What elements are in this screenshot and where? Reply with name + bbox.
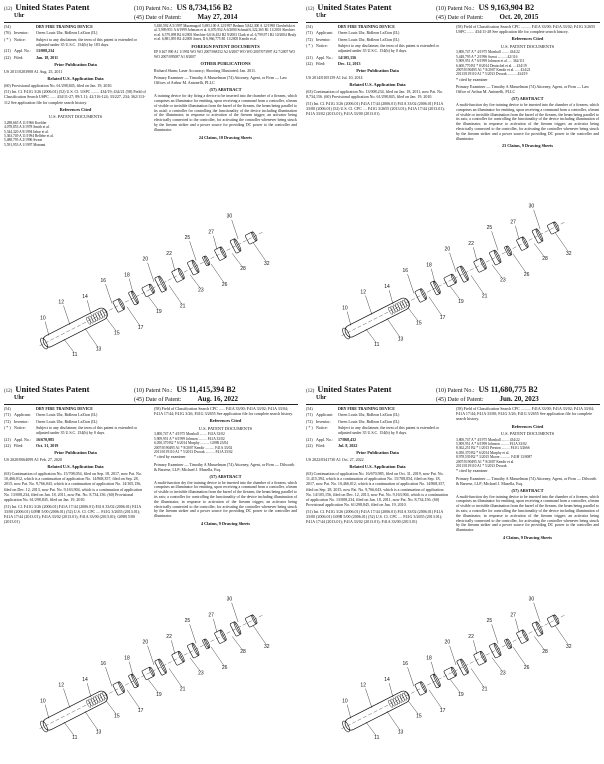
reference-numeral: 26 <box>221 665 228 672</box>
leader-line <box>513 646 526 668</box>
reference-row: 5,448,795 A * 2/1996 Sweat .......... 42/116 <box>456 54 518 59</box>
reference-numeral: 23 <box>500 670 506 677</box>
reference-numeral: 28 <box>240 649 246 656</box>
reference-numeral: 22 <box>468 634 474 641</box>
reference-numeral: 19 <box>156 692 162 699</box>
reference-numeral: 17 <box>137 325 144 332</box>
patent-date-label: Date of Patent: <box>447 15 484 21</box>
reference-numeral: 17 <box>137 708 144 715</box>
reference-numeral: 21 <box>481 686 488 693</box>
device-component <box>473 258 486 272</box>
reference-numeral: 15 <box>114 713 120 720</box>
leader-line <box>387 710 400 732</box>
claims-summary: 4 Claims, 9 Drawing Sheets <box>503 535 552 541</box>
field-row: (54) DRY FIRE TRAINING DEVICE <box>306 24 395 29</box>
reference-numeral: 12 <box>58 682 64 689</box>
search-field: (58) Field of Classification Search CPC ...... F41A 33/00; F41A 33/02; F41A 33/04; F41A 17/44; F41G 3/26; F41G 3/2655 See application file for complete search history. <box>154 406 293 417</box>
reference-numeral: 17 <box>439 315 446 322</box>
reference-numeral: 16 <box>100 277 107 284</box>
references-heading: References Cited <box>209 418 242 424</box>
patent-date: May 27, 2014 <box>197 13 238 21</box>
reference-row: 5,488,795 A 2/1996 Sweat <box>4 138 43 143</box>
field-row: (22) Filed: Jul. 8, 2022 <box>306 443 358 449</box>
field-row: (54) DRY FIRE TRAINING DEVICE <box>306 406 395 411</box>
reference-row: 6,050,370 B2 * 6/2014 Murphy et al. <box>456 450 510 455</box>
reference-numeral: 10 <box>342 698 348 705</box>
reference-numeral: 16 <box>100 660 107 667</box>
leader-line <box>429 269 438 283</box>
axis-line <box>342 612 565 728</box>
field-row: (72) Inventor: Orren Louis Uhr, Ridleon LeZion (IL) <box>306 418 400 424</box>
reference-numeral: 23 <box>500 277 506 284</box>
prior-publication: US 2020/0064099 A1 Feb. 27, 2020 <box>4 457 62 463</box>
classification-text: (51) Int. Cl. F41G 3/26 (2006.01) (52) U.S. Cl. USPC ........ 434/19; 434/21 (58) Field of Classification Search USPC ...... 434/11-27; 89/1.11; 42/116-124; 33/227, 234; 362/113-112 See application file for complete search history. <box>4 89 146 105</box>
prior-publication-heading: Prior Publication Data <box>54 450 97 456</box>
leader-line <box>253 241 266 263</box>
leader-line <box>429 295 442 317</box>
reference-numeral: 13 <box>397 729 404 736</box>
classification-text: (51) Int. Cl. F41G 3/26 (2006.01) F41A 17/44 (2006.01) F41A 33/02 (2006.01) F41A 33/00 (2006.01) G09B 5/00 (2006.01) (52) U.S. Cl. CPC .... F41G 3/2655 (2013.01); F41A 17/44 (2013.01); F41A 33/02 (2013.01); F41A 33/00 (2013.01); G09B 5/00 (2013.01) <box>4 503 142 525</box>
related-data-heading: Related U.S. Application Data <box>47 75 104 81</box>
cartridge-body <box>343 296 411 338</box>
leader-line <box>187 624 199 643</box>
reference-numeral: 30 <box>528 203 535 210</box>
reference-numeral: 23 <box>198 287 204 294</box>
patent-header: (12) United States Patent Uhr (10) Patent No.: US 9,163,904 B2 (45) Date of Patent: Oct. 20, 2015 <box>306 2 600 23</box>
reference-numeral: 22 <box>166 634 172 641</box>
abstract-heading: (57) ABSTRACT <box>511 96 544 102</box>
references-subheading: U.S. PATENT DOCUMENTS <box>500 43 555 49</box>
field-row: (76) Inventor: Orren Louis Uhr, Ridleon LeZion (IL) <box>4 30 98 36</box>
prior-publication: US 2014/0105159 A1 Jul. 10, 2014 <box>306 75 363 81</box>
reference-numeral: 13 <box>95 729 102 736</box>
patent-number: US 9,163,904 B2 <box>478 3 535 12</box>
left-column <box>4 24 147 147</box>
reference-numeral: 26 <box>523 665 530 672</box>
related-data-heading: Related U.S. Application Data <box>349 82 406 88</box>
claims-summary: 23 Claims, 9 Drawing Sheets <box>501 143 554 149</box>
device-assembly <box>25 203 278 376</box>
leader-line <box>229 603 241 622</box>
reference-numeral: 12 <box>360 682 366 689</box>
reference-numeral: 18 <box>426 262 432 269</box>
patent-number-label: Patent No.: <box>145 6 173 12</box>
patent-date: Aug. 16, 2022 <box>197 395 238 403</box>
left-column <box>4 406 147 525</box>
related-data: (63) Continuation of application No. 13/008,234, filed on Jan. 18, 2011, now Pat. No. 8,734,156. (60) Provisional application No. 61/298,845, filed on Jan. 19, 2010. <box>306 88 444 100</box>
leader-line <box>211 646 224 668</box>
inventor-surname: Uhr <box>14 395 25 401</box>
reference-numeral: 12 <box>360 289 366 296</box>
classification-text: (51) Int. Cl. F41G 3/26 (2006.01) F41A 17/44 (2006.01) F41A 33/02 (2006.01) F41A 33/00 (2006.01) (52) U.S. Cl. CPC .... F41G 3/2655 (2013.01); F41A 17/44 (2013.01); F41A 33/02 (2013.01); F41A 33/00 (2013.01) <box>306 100 445 117</box>
right-column <box>154 24 297 140</box>
prior-publication-heading: Prior Publication Data <box>54 61 97 67</box>
patent-drawing <box>4 200 298 378</box>
reference-numeral: 27 <box>510 612 516 619</box>
examiner-line: Primary Examiner — Timothy A Musselman (74) Attorney, Agent, or Firm — Law Offices of Arthur M. Antonelli, PLLC <box>154 75 288 86</box>
reference-row: 5,344,320 A 9/1994 Inbar et al. <box>4 129 49 134</box>
reference-numeral: 19 <box>458 299 464 306</box>
abstract-text: A multi-function dry fire training device to be inserted into the chamber of a firearm, which comprises an illuminator for emitting, upon receiving a command from a controller, a beam of visible or invisible illumination from the barrel of the firearm, the beam being parallel to its axis; a controller for controlling the functionality of the device including illumination of the illuminator, in response to activation of the firearm trigger; an activator being electrically connected to the controller, for activating the controller whenever being struck by the firearm striker and a power source for providing DC power to the controller and illuminator. <box>154 480 297 519</box>
leader-line <box>229 220 241 239</box>
device-component <box>171 268 184 282</box>
reference-numeral: 16 <box>402 267 409 274</box>
reference-row: 5,909,951 A * 6/1999 Johnson ......... F41A 33/02 <box>456 441 527 446</box>
reference-row: 2007/0190495 A1 * 8/2007 Kendir et al. ..... 434/21 <box>456 67 531 72</box>
reference-row: 4,078,853 A 3/1978 Smith et al. <box>4 125 50 130</box>
leader-line <box>531 210 543 229</box>
leader-line <box>61 306 73 325</box>
references-heading: References Cited <box>59 106 92 112</box>
reference-numeral: 14 <box>82 293 88 300</box>
field-row: ( * ) Notice: Subject to any disclaimer, the term of this patent is extended or adjusted under 35 U.S.C. 154(b) by 0 days. <box>4 425 137 436</box>
cited-note: * cited by examiner <box>154 454 186 460</box>
reference-row: 5,909,951 A * 6/1999 Johnson et al. .... 362/111 <box>456 59 525 64</box>
cited-note: * cited by examiner <box>456 76 488 82</box>
other-publications: Richard Sham; Laser Accuracy; Shooting Illustrated; Jan. 2011. <box>154 67 256 73</box>
field-row: (22) Filed: Oct. 31, 2019 <box>4 443 59 449</box>
leader-line <box>211 263 224 285</box>
device-illustration <box>4 200 298 378</box>
reference-numeral: 30 <box>528 596 535 603</box>
reference-numeral: 16 <box>402 660 409 667</box>
examiner-line: Primary Examiner — Timothy A Musselman (74) Attorney, Agent, or Firm — Law Office of Arthur M. Antonelli, PLLC <box>456 83 590 95</box>
leader-line <box>489 624 501 643</box>
reference-numeral: 13 <box>95 346 102 353</box>
reference-numeral: 20 <box>444 246 451 253</box>
field-row: ( * ) Notice: Subject to any disclaimer, the term of this patent is extended or adjusted under 35 U.S.C. 154(b) by 0 days. <box>306 425 439 436</box>
claims-summary: 4 Claims, 9 Drawing Sheets <box>201 521 250 527</box>
reference-numeral: 28 <box>240 266 246 273</box>
patent-page-3 <box>4 384 298 762</box>
patent-header: (12) United States Patent Uhr (10) Patent No.: US 11,415,394 B2 (45) Date of Patent: Aug. 16, 2022 <box>4 384 298 405</box>
leader-line <box>363 296 375 315</box>
device-assembly <box>25 586 278 759</box>
axis-line <box>40 229 263 345</box>
reference-numeral: 28 <box>542 256 548 263</box>
related-data-heading: Related U.S. Application Data <box>47 464 104 470</box>
device-illustration <box>306 180 600 378</box>
reference-numeral: 12 <box>58 299 64 306</box>
foreign-references: EP 0 467 090 A1 1/1992 WO WO 2007/068152 A2 6/2007 WO WO 2007/073997 A2 7/2007 WO WO 2007/095087 A1 8/2007 <box>154 50 296 59</box>
patent-page-4 <box>306 384 600 762</box>
foreign-heading: FOREIGN PATENT DOCUMENTS <box>191 43 260 49</box>
patent-title: United States Patent <box>317 384 392 394</box>
device-component <box>489 250 501 265</box>
related-data: (60) Provisional application No. 61/298,845, filed on Jan. 19, 2010. <box>4 82 113 88</box>
reference-numeral: 10 <box>342 305 348 312</box>
related-data: (63) Continuation of application No. 16/670,985, filed on Oct. 31, 2019, now Pat. No. 11,415,394, which is a continuation of application No. 15/708,054, filed on Sep. 18, 2017, now Pat. No. 10,466,012, which is a continuation of application No. 14/868,357, filed on Sep. 28, 2015, now Pat. No. 9,766,043, which is a continuation of application No. 14/105,156, filed on Dec. 12, 2013, now Pat. No. 9,163,904, which is a continuation of application No. 13/008,234, filed on Jan. 18, 2011, now Pat. No. 8,734,156. (60) Provisional application No. 61/298,845, filed on Jan. 19, 2010. <box>306 470 448 508</box>
patent-date-label: Date of Patent: <box>145 397 182 403</box>
field-row: (22) Filed: Jan. 18, 2011 <box>4 54 59 60</box>
reference-numeral: 23 <box>198 670 204 677</box>
related-data-heading: Related U.S. Application Data <box>349 464 406 470</box>
abstract-text: A multi-function dry fire training device to be inserted into the chamber of a firearm, which comprises an illuminator for emitting, upon receiving a command from a controller, a beam of visible or invisible illumination from the barrel of the firearm, the beam being parallel to its axis; a controller for controlling the functionality of the device including illumination of the illuminator, in response to activation of the firearm trigger; an activator being electrically connected to the controller, for activating the controller whenever being struck by the firearm striker and a power source for providing DC power to the controller and illuminator. <box>456 494 599 533</box>
reference-numeral: 19 <box>156 309 162 316</box>
reference-numeral: 19 <box>458 692 464 699</box>
reference-numeral: 18 <box>124 272 130 279</box>
patent-title: United States Patent <box>15 384 90 394</box>
field-row: (54) DRY FIRE TRAINING DEVICE <box>4 24 93 29</box>
abstract-heading: (57) ABSTRACT <box>511 487 544 493</box>
right-column <box>154 406 297 526</box>
abstract-text: A multi-function dry fire training device to be inserted into the chamber of a firearm, which comprises an illuminator for emitting, upon receiving a command from a controller, a beam of visible or invisible illumination from the barrel of the firearm, the beam being parallel to its axis; a controller for controlling the functionality of the device including illumination of the illuminator, in response to activation of the firearm trigger; an activator being electrically connected to the controller, for activating the controller whenever being struck by the firearm striker and a power source for providing DC power to the controller and illuminator. <box>456 103 599 141</box>
reference-numeral: 25 <box>486 618 493 625</box>
field-row: (71) Applicant: Orren Louis Uhr, Ridleon LeZion (IL) <box>4 412 98 418</box>
search-field: (58) Field of Classification Search CPC .......... F41A 33/00; F41A 33/02; F41A 33/04; F41A 17/44; F41A 33/00; F41G 3/26; F41G 3/2655 See application file for complete search history. <box>456 406 595 422</box>
device-component <box>171 651 184 665</box>
leader-line <box>531 603 543 622</box>
reference-row: 8,362,251 B2 * 1/2013 Preston ......... F41G 3/2666 <box>456 446 530 451</box>
leader-line <box>405 667 417 686</box>
reference-row: 3,800,747 A * 4/1975 Marshall ........ 434/22 <box>456 437 520 442</box>
cartridge-body <box>41 306 109 348</box>
field-row: (54) DRY FIRE TRAINING DEVICE <box>4 406 93 411</box>
inventor-surname: Uhr <box>316 13 327 19</box>
device-illustration <box>306 584 600 760</box>
field-row: (71) Applicant: Orren Louis Uhr, Ridleon LeZion (IL) <box>306 30 400 36</box>
leader-line <box>387 317 400 339</box>
field-row: (21) Appl. No.: 13/008,234 <box>4 48 55 54</box>
prior-publication: US 2022/0341730 A1 Oct. 27, 2022 <box>306 457 364 463</box>
patent-page-1 <box>4 2 298 380</box>
device-illustration <box>4 584 298 760</box>
reference-numeral: 25 <box>184 235 191 242</box>
reference-numeral: 32 <box>263 260 270 267</box>
reference-row: 2007/0190495 A1 * 8/2007 Kendir .......... F41A 33/02 <box>154 445 233 450</box>
patent-drawing <box>4 584 298 760</box>
reference-row: 5,363,749 A 11/1994 Bellehe et al. <box>4 134 54 139</box>
leader-line <box>187 241 199 260</box>
abstract-heading: (57) ABSTRACT <box>209 473 242 479</box>
leader-line <box>103 284 115 303</box>
reference-numeral: 15 <box>416 320 422 327</box>
reference-row: 5,909,951 A * 6/1999 Johnson ......... F41A 33/02 <box>154 436 225 441</box>
reference-numeral: 27 <box>510 219 516 226</box>
reference-numeral: 14 <box>82 676 88 683</box>
reference-numeral: 21 <box>179 686 186 693</box>
patent-title: United States Patent <box>317 2 392 12</box>
leader-line <box>169 284 182 306</box>
leader-line <box>127 662 136 676</box>
leader-line <box>555 231 568 253</box>
device-assembly <box>327 586 580 759</box>
references-subheading: U.S. PATENT DOCUMENTS <box>198 425 253 431</box>
leader-line <box>555 624 568 646</box>
reference-numeral: 22 <box>468 241 474 248</box>
patent-date: Oct. 20, 2015 <box>499 13 539 21</box>
axis-line <box>342 219 565 335</box>
leader-line <box>127 305 140 327</box>
leader-line <box>489 231 501 250</box>
leader-line <box>61 689 73 708</box>
inventor-surname: Uhr <box>14 13 25 19</box>
reference-numeral: 27 <box>208 612 214 619</box>
reference-numeral: 15 <box>416 713 422 720</box>
patent-drawing <box>306 180 600 378</box>
leader-line <box>169 667 182 689</box>
patent-date-label: Date of Patent: <box>447 397 484 403</box>
patent-date-label: Date of Patent: <box>145 15 182 21</box>
reference-row: 6,050,370 B2 * 6/2014 Murphy .......... G09B 23/04 <box>154 441 228 446</box>
leader-line <box>471 667 484 689</box>
reference-numeral: 11 <box>72 351 78 358</box>
patent-number: US 11,415,394 B2 <box>176 385 236 394</box>
leader-line <box>253 624 266 646</box>
reference-numeral: 21 <box>179 303 186 310</box>
leader-line <box>103 667 115 686</box>
references-continued: 5,630,592 A 5/1997 Muramagoil 5,695,100 A 12/1997 Bedann 5,842,300 A 12/1998 Cheshelski et al. 5,909,951 A 6/1999 Johnson et al. 6,070,952 A 6/2000 Schmid 6,322,365 B1 11/2001 Shechter et al. 6,579,098 B2 6/2003 Shechter 6,616,452 B2 9/2003 Clark et al. 6,799,971 B2 10/2004 Healy et al. 6,881,095 B2 4/2005 Jones, II 6,966,775 B1 11/2005 Kendir et al. <box>154 24 297 42</box>
reference-numeral: 18 <box>124 655 130 662</box>
field-row: (71) Applicant: Orren Louis Uhr, Ridleon LeZion (IL) <box>306 412 400 418</box>
leader-line <box>513 253 526 275</box>
prior-publication-heading: Prior Publication Data <box>356 450 399 456</box>
leader-line <box>127 279 136 293</box>
reference-numeral: 20 <box>142 639 149 646</box>
left-column <box>306 406 449 525</box>
patent-title: United States Patent <box>15 2 90 12</box>
reference-numeral: 25 <box>486 225 493 232</box>
field-row: ( * ) Notice: Subject to any disclaimer, the term of this patent is extended or adjusted under 35 U.S.C. 154(b) by 0 days. <box>306 43 439 54</box>
field-row: (21) Appl. No.: 17/868,432 <box>306 436 357 442</box>
leader-line <box>363 689 375 708</box>
examiner-line: Primary Examiner — Timothy A Musselman (74) Attorney, Agent, or Firm — Dilworth & Barrese, LLP; Michael J. Musella, Esq. <box>154 461 295 472</box>
reference-row: 5,591,953 A 1/1997 Monami <box>4 142 46 147</box>
reference-row: 3,800,747 A * 4/1975 Marshall ........ 434/22 <box>456 50 520 55</box>
patent-number-label: Patent No.: <box>145 388 173 394</box>
leader-line <box>85 710 98 732</box>
examiner-line: Primary Examiner — Timothy A Musselman (74) Attorney, Agent, or Firm — Dilworth & Barrese, LLP; Michael J. Musella, Esq. <box>456 475 597 486</box>
search-field: (58) Field of Classification Search CPC .......... F41A 33/00; F41A 33/02; F41G 3/2655 USPC ....... 434/11-28 See application file for complete search history. <box>456 24 596 35</box>
references-subheading: U.S. PATENT DOCUMENTS <box>48 114 103 120</box>
reference-numeral: 25 <box>184 618 191 625</box>
reference-numeral: 30 <box>226 596 233 603</box>
reference-numeral: 10 <box>40 698 46 705</box>
reference-numeral: 27 <box>208 229 214 236</box>
reference-numeral: 22 <box>166 251 172 258</box>
reference-numeral: 26 <box>523 272 530 279</box>
reference-numeral: 32 <box>565 643 572 650</box>
leader-line <box>85 327 98 349</box>
reference-row: 2011/0119110 A1 * 5/2013 Dvorak .......... 434/19 <box>456 72 528 77</box>
classification-text: (51) Int. Cl. F41G 3/26 (2006.01) F41A 17/44 (2006.01) F41A 33/02 (2006.01) F41A 33/00 (2006.01) G09B 5/00 (2006.01) (52) U.S. Cl. CPC .... F41G 3/2655 (2013.01); F41A 17/44 (2013.01); F41A 33/02 (2013.01); F41A 33/00 (2013.01) <box>306 508 444 525</box>
field-row: (72) Inventor: Orren Louis Uhr, Ridleon LeZion (IL) <box>4 418 98 424</box>
reference-numeral: 32 <box>565 250 572 257</box>
left-column <box>306 24 449 116</box>
abstract-heading: (57) ABSTRACT <box>209 87 242 93</box>
inventor-surname: Uhr <box>316 395 327 401</box>
leader-line <box>429 688 442 710</box>
field-row: (22) Filed: Dec. 12, 2013 <box>306 61 361 67</box>
patent-drawing <box>306 584 600 760</box>
field-row: (21) Appl. No.: 16/670,985 <box>4 436 55 442</box>
reference-numeral: 30 <box>226 213 233 220</box>
leader-line <box>405 274 417 293</box>
field-row: (21) Appl. No.: 14/105,156 <box>306 54 357 60</box>
claims-summary: 24 Claims, 10 Drawing Sheets <box>198 134 253 140</box>
cited-note: * cited by examiner <box>456 468 488 474</box>
patent-number-label: Patent No.: <box>447 6 475 12</box>
reference-row: 6,600,770 B1 * 8/2014 Deutschel et al. ... 434/19 <box>456 63 527 68</box>
patent-number-label: Patent No.: <box>447 388 475 394</box>
axis-line <box>40 612 263 728</box>
abstract-text: A training device for dry firing a device to be inserted into the chamber of a firearm, which comprises an illuminator for emitting, upon receiving a command from a controller, a beam of visible or invisible illumination from the barrel of the firearm, the beam being parallel to its axial; a controller for controlling the functionality of the device including illumination of the illuminator; in response to activation of the firearm trigger; an activator being electrically connected to the controller, for activating the controller whenever being struck by the firearm striker and a power source for providing DC power to the controller and illuminator. <box>154 94 297 132</box>
reference-numeral: 14 <box>384 676 390 683</box>
leader-line <box>429 662 438 676</box>
reference-numeral: 15 <box>114 330 120 337</box>
reference-numeral: 13 <box>397 336 404 343</box>
device-component <box>473 651 486 665</box>
reference-row: 2011/0119110 A1 * 5/2013 Dvorak .......... F41A 33/02 <box>154 449 233 454</box>
reference-numeral: 32 <box>263 643 270 650</box>
reference-row: 2011/0119110 A1 * 5/2013 Dvorak <box>456 463 507 468</box>
reference-numeral: 11 <box>374 341 380 348</box>
reference-numeral: 11 <box>374 734 380 741</box>
reference-numeral: 17 <box>439 708 446 715</box>
reference-row: 3,288,665 A 11/1966 Koehler <box>4 120 47 125</box>
prior-publication-heading: Prior Publication Data <box>356 68 399 74</box>
field-row: (72) Inventor: Orren Louis Uhr, Ridleon LeZion (IL) <box>306 36 400 42</box>
field-row: ( * ) Notice: Subject to any disclaimer, the term of this patent is extended or adjusted under 35 U.S.C. 154(b) by 183 days. <box>4 36 137 47</box>
leader-line <box>127 688 140 710</box>
right-column <box>456 406 599 540</box>
reference-numeral: 10 <box>40 315 46 322</box>
references-heading: References Cited <box>511 423 544 429</box>
reference-numeral: 21 <box>481 293 488 300</box>
right-column <box>456 24 599 149</box>
reference-numeral: 20 <box>142 256 149 263</box>
patent-header: (12) United States Patent Uhr (10) Patent No.: US 11,680,775 B2 (45) Date of Patent: Jun. 20, 2023 <box>306 384 600 405</box>
other-publications-heading: OTHER PUBLICATIONS <box>200 61 251 67</box>
reference-numeral: 14 <box>384 283 390 290</box>
related-data: (63) Continuation of application No. 15/708,054, filed on Sep. 18, 2017, now Pat. No. 10,466,012, which is a continuation of application No. 14/868,357, filed on Sep. 28, 2015, now Pat. No. 9,766,043, which is a continuation of application No. 14/105,156, filed on Dec. 12, 2013, now Pat. No. 9,163,904, which is a continuation of application No. 13/008,234, filed on Jan. 18, 2011, now Pat. No. 8,734,156. (60) Provisional application No. 61/298,845, filed on Jan. 19, 2010. <box>4 470 142 502</box>
patent-header: (12) United States Patent Uhr (10) Patent No.: US 8,734,156 B2 (45) Date of Patent: May 27, 2014 <box>4 2 298 23</box>
references-heading: References Cited <box>511 36 544 42</box>
patent-number: US 8,734,156 B2 <box>176 3 233 12</box>
patent-page-2 <box>306 2 600 380</box>
prior-publication: US 2011/0203908 A1 Aug. 25, 2011 <box>4 68 63 74</box>
leader-line <box>471 274 484 296</box>
reference-row: 8,978,539 B2 * 3/2015 Moore ........... F41H 13/0087 <box>456 455 533 460</box>
reference-row: 2007/0190495 A1 * 8/2007 Kendir et al. <box>456 459 515 464</box>
device-assembly <box>327 193 580 366</box>
patent-date: Jun. 20, 2023 <box>499 395 539 403</box>
reference-numeral: 28 <box>542 649 548 656</box>
reference-numeral: 18 <box>426 655 432 662</box>
reference-numeral: 11 <box>72 734 78 741</box>
references-subheading: U.S. PATENT DOCUMENTS <box>500 430 555 436</box>
patent-number: US 11,680,775 B2 <box>478 385 538 394</box>
reference-row: 3,800,747 A * 4/1975 Marshall ........ F41A 33/02 <box>154 432 225 437</box>
reference-numeral: 26 <box>221 282 228 289</box>
reference-numeral: 20 <box>444 639 451 646</box>
